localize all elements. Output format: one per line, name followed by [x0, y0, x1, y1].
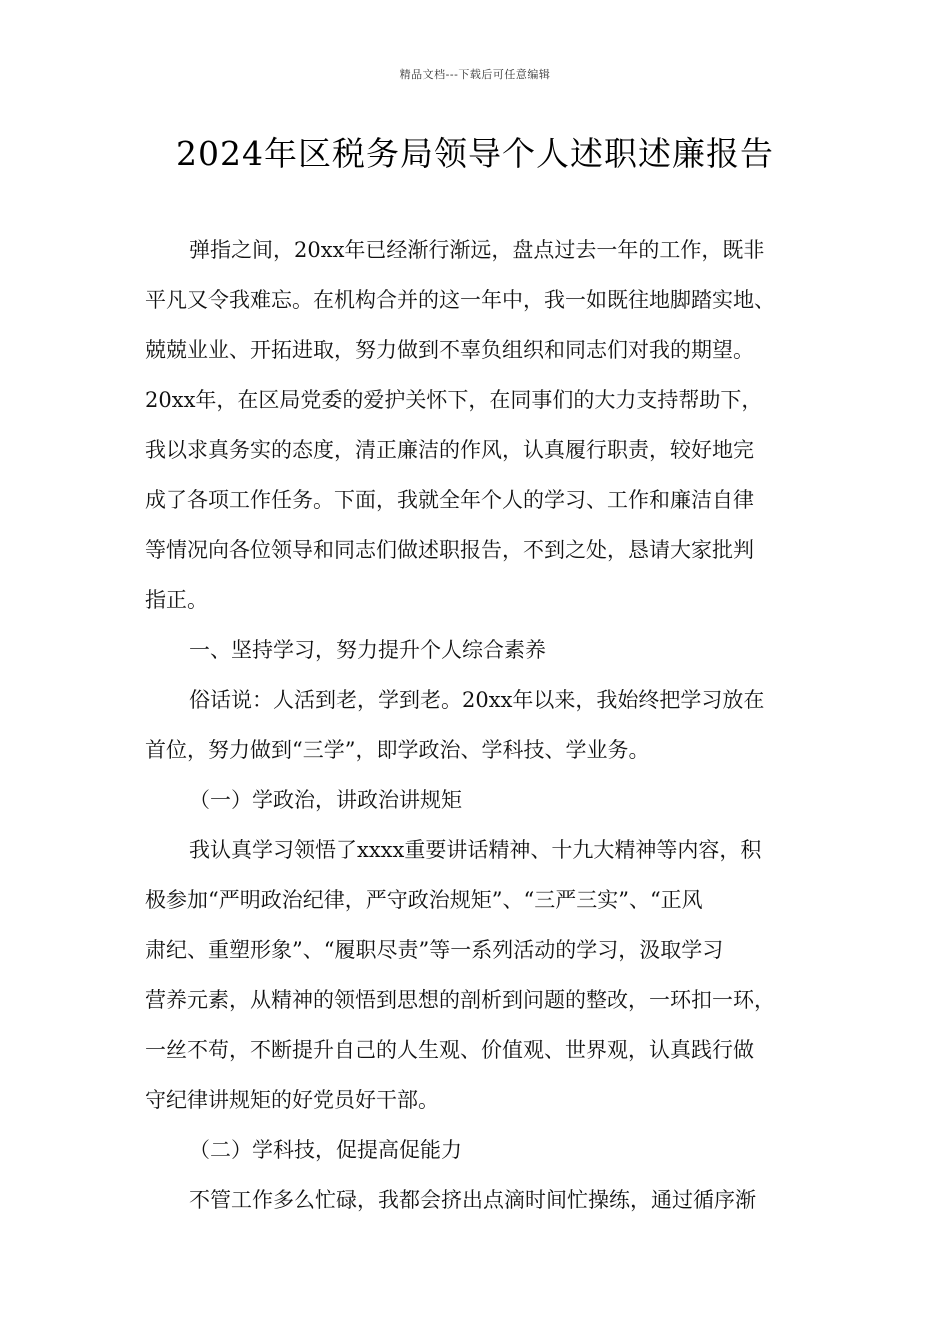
body-line: 我以求真务实的态度，清正廉洁的作风，认真履行职责，较好地完 [145, 438, 754, 462]
body-line: 首位，努力做到“三学”，即学政治、学科技、学业务。 [145, 738, 650, 762]
body-line: 肃纪、重塑形象”、“履职尽责”等一系列活动的学习，汲取学习 [145, 938, 724, 962]
body-line: 平凡又令我难忘。在机构合并的这一年中，我一如既往地脚踏实地、 [145, 288, 775, 312]
body-line: 等情况向各位领导和同志们做述职报告，不到之处，恳请大家批判 [145, 538, 754, 562]
body-line: 不管工作多么忙碌，我都会挤出点滴时间忙操练，通过循序渐 [189, 1188, 756, 1212]
document-body [145, 230, 825, 1230]
body-line: 极参加“严明政治纪律，严守政治规矩”、“三严三实”、“正风 [145, 888, 703, 912]
body-line: 指正。 [145, 588, 208, 612]
section-heading: 一、坚持学习，努力提升个人综合素养 [189, 638, 546, 662]
document-title: 2024年区税务局领导个人述职述廉报告 [176, 134, 774, 173]
subsection-heading: （二）学科技，促提高促能力 [189, 1138, 462, 1162]
body-line: 营养元素，从精神的领悟到思想的剖析到问题的整改，一环扣一环， [145, 988, 775, 1012]
header-note: 精品文档---下载后可任意编辑 [399, 68, 551, 81]
body-line: 弹指之间，20xx年已经渐行渐远，盘点过去一年的工作，既非 [189, 238, 765, 262]
body-line: 兢兢业业、开拓进取，努力做到不辜负组织和同志们对我的期望。 [145, 338, 754, 362]
body-line: 我认真学习领悟了xxxx重要讲话精神、十九大精神等内容，积 [189, 838, 762, 862]
body-line: 俗话说：人活到老，学到老。20xx年以来，我始终把学习放在 [189, 688, 765, 712]
body-line: 守纪律讲规矩的好党员好干部。 [145, 1088, 439, 1112]
body-line: 一丝不苟，不断提升自己的人生观、价值观、世界观，认真践行做 [145, 1038, 754, 1062]
body-line: 20xx年，在区局党委的爱护关怀下，在同事们的大力支持帮助下， [145, 388, 763, 412]
body-line: 成了各项工作任务。下面，我就全年个人的学习、工作和廉洁自律 [145, 488, 754, 512]
subsection-heading: （一）学政治，讲政治讲规矩 [189, 788, 462, 812]
